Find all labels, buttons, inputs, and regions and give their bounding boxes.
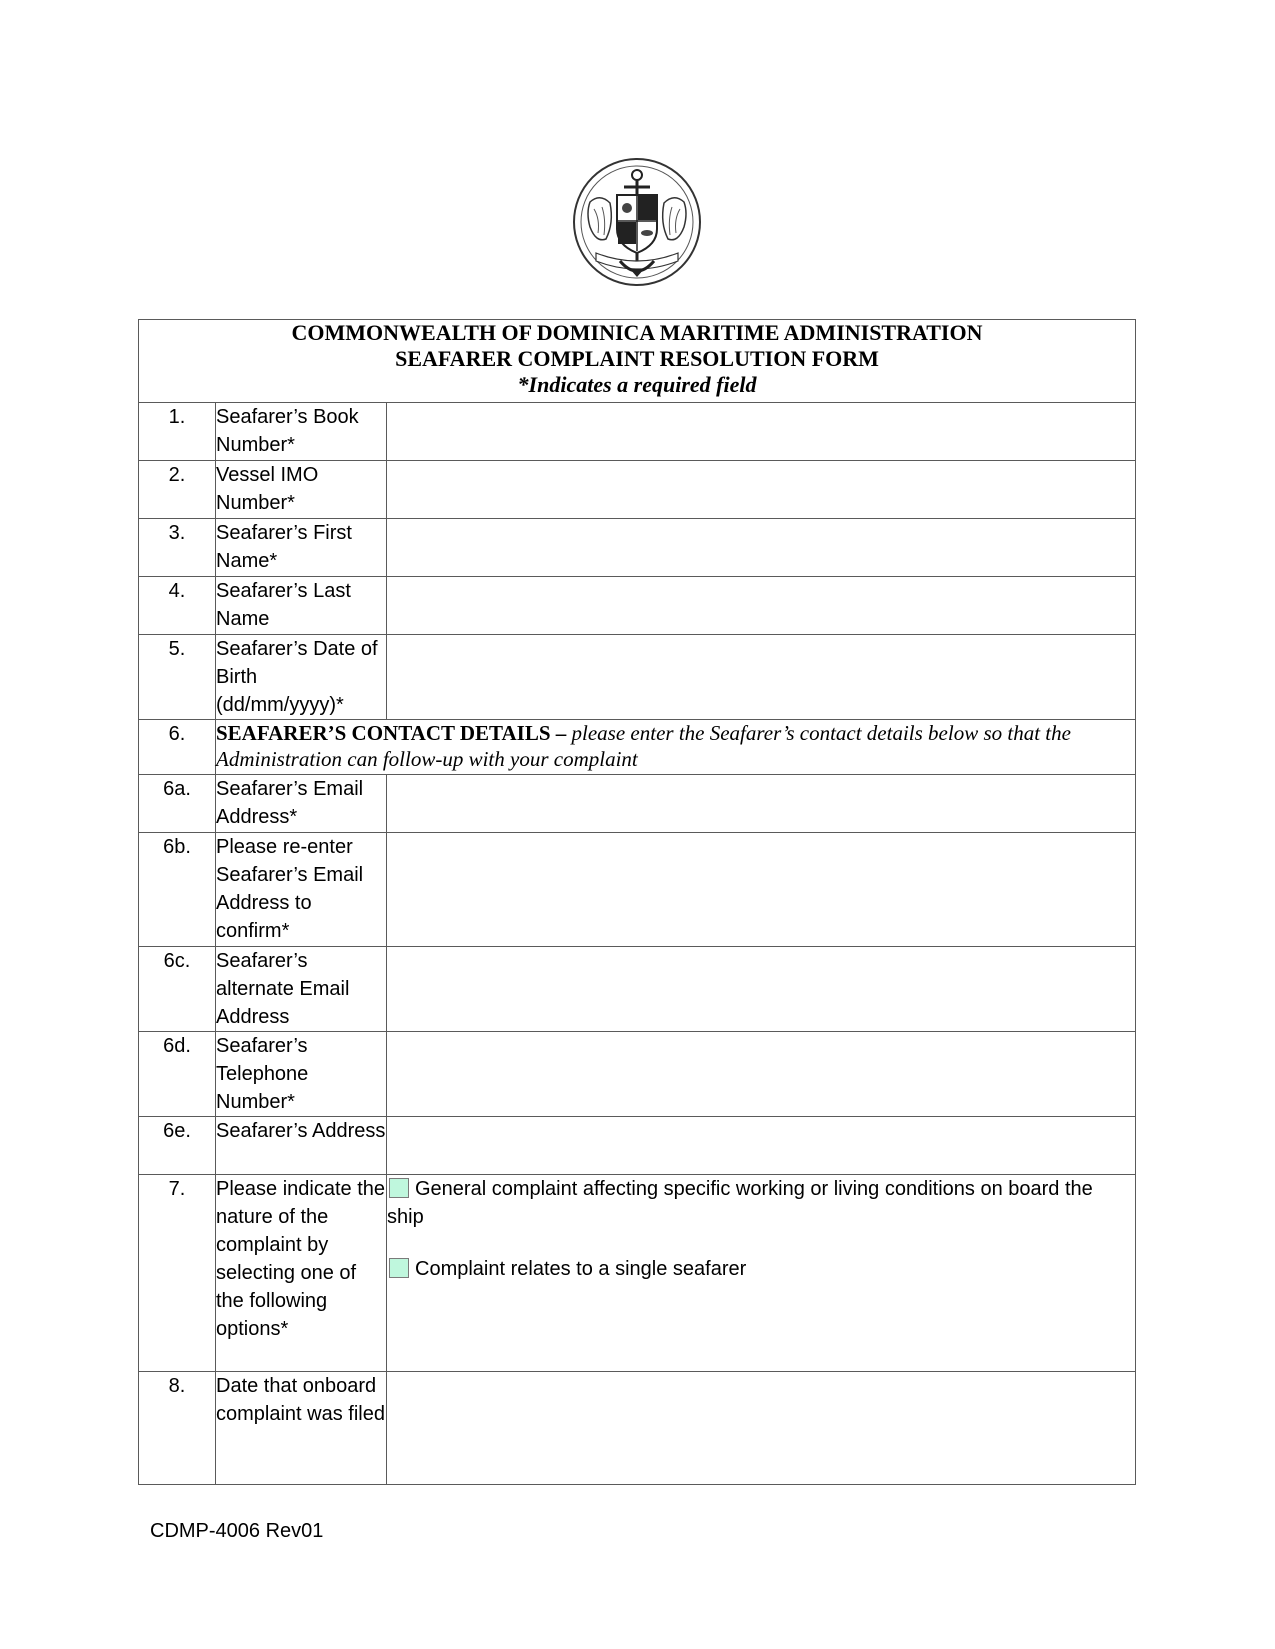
row-number: 2. bbox=[139, 461, 216, 519]
option-single-seafarer[interactable] bbox=[387, 1255, 1135, 1283]
form-row-date-of-birth bbox=[139, 635, 1136, 720]
form-row-address bbox=[139, 1117, 1136, 1175]
field-label: Seafarer’s Address bbox=[216, 1117, 387, 1175]
row-number: 4. bbox=[139, 577, 216, 635]
option-label: General complaint affecting specific working or living conditions on board the ship bbox=[387, 1178, 1093, 1228]
imo-number-field[interactable] bbox=[387, 461, 1136, 519]
form-row-telephone bbox=[139, 1032, 1136, 1117]
field-label: Seafarer’s Email Address* bbox=[216, 775, 387, 833]
form-row-email bbox=[139, 775, 1136, 833]
field-label: Seafarer’s Last Name bbox=[216, 577, 387, 635]
field-label: Please indicate the nature of the complaint by selecting one of the following options* bbox=[216, 1175, 387, 1372]
row-number: 6d. bbox=[139, 1032, 216, 1117]
org-title: COMMONWEALTH OF DOMINICA MARITIME ADMINISTRATION bbox=[291, 320, 983, 345]
field-label: Seafarer’s First Name* bbox=[216, 519, 387, 577]
field-label: Seafarer’s Date of Birth (dd/mm/yyyy)* bbox=[216, 635, 387, 720]
form-header-row bbox=[139, 320, 1136, 403]
maritime-administration-seal bbox=[572, 157, 702, 287]
contact-section-title: SEAFARER’S CONTACT DETAILS – bbox=[216, 721, 567, 745]
complaint-nature-options bbox=[387, 1175, 1136, 1372]
row-number: 6c. bbox=[139, 947, 216, 1032]
field-label: Seafarer’s Book Number* bbox=[216, 403, 387, 461]
form-header bbox=[139, 320, 1136, 403]
email-field[interactable] bbox=[387, 775, 1136, 833]
address-field[interactable] bbox=[387, 1117, 1136, 1175]
row-number: 6. bbox=[139, 720, 216, 775]
onboard-complaint-date-field[interactable] bbox=[387, 1372, 1136, 1485]
first-name-field[interactable] bbox=[387, 519, 1136, 577]
row-number: 3. bbox=[139, 519, 216, 577]
form-code-footer: CDMP-4006 Rev01 bbox=[150, 1520, 324, 1542]
form-row-first-name bbox=[139, 519, 1136, 577]
form-row-confirm-email bbox=[139, 833, 1136, 947]
required-note: *Indicates a required field bbox=[517, 372, 757, 397]
field-label: Seafarer’s Telephone Number* bbox=[216, 1032, 387, 1117]
telephone-field[interactable] bbox=[387, 1032, 1136, 1117]
last-name-field[interactable] bbox=[387, 577, 1136, 635]
row-number: 5. bbox=[139, 635, 216, 720]
form-row-onboard-date bbox=[139, 1372, 1136, 1485]
field-label: Date that onboard complaint was filed bbox=[216, 1372, 387, 1485]
field-label: Vessel IMO Number* bbox=[216, 461, 387, 519]
contact-section-heading bbox=[216, 720, 1136, 775]
field-label: Please re-enter Seafarer’s Email Address to confirm* bbox=[216, 833, 387, 947]
form-row-alternate-email bbox=[139, 947, 1136, 1032]
contact-section-description: please enter the Seafarer’s contact details below so that the Administration can follow-up with your complaint bbox=[216, 721, 1071, 771]
contact-section-row bbox=[139, 720, 1136, 775]
form-row-book-number bbox=[139, 403, 1136, 461]
form-row-imo-number bbox=[139, 461, 1136, 519]
form-title: SEAFARER COMPLAINT RESOLUTION FORM bbox=[395, 346, 879, 371]
alternate-email-field[interactable] bbox=[387, 947, 1136, 1032]
form-row-complaint-nature bbox=[139, 1175, 1136, 1372]
row-number: 6a. bbox=[139, 775, 216, 833]
complaint-form-table bbox=[138, 319, 1136, 1485]
option-label: Complaint relates to a single seafarer bbox=[415, 1258, 747, 1280]
option-general-complaint[interactable] bbox=[387, 1175, 1135, 1231]
row-number: 6b. bbox=[139, 833, 216, 947]
confirm-email-field[interactable] bbox=[387, 833, 1136, 947]
field-label: Seafarer’s alternate Email Address bbox=[216, 947, 387, 1032]
single-seafarer-checkbox[interactable] bbox=[389, 1258, 409, 1278]
row-number: 7. bbox=[139, 1175, 216, 1372]
row-number: 8. bbox=[139, 1372, 216, 1485]
general-complaint-checkbox[interactable] bbox=[389, 1178, 409, 1198]
date-of-birth-field[interactable] bbox=[387, 635, 1136, 720]
form-row-last-name bbox=[139, 577, 1136, 635]
row-number: 6e. bbox=[139, 1117, 216, 1175]
book-number-field[interactable] bbox=[387, 403, 1136, 461]
row-number: 1. bbox=[139, 403, 216, 461]
